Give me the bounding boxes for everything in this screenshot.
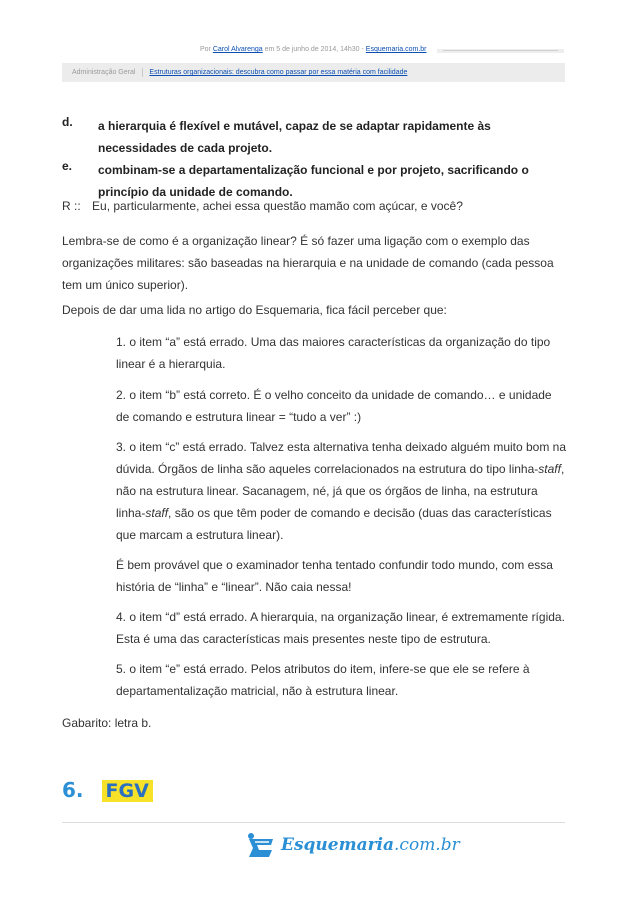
post-meta: [200, 46, 427, 53]
breadcrumb-article-link[interactable]: Estruturas organizacionais: descubra como passar por essa matéria com facilidade: [149, 69, 408, 76]
item-emphasis: staff: [538, 462, 561, 476]
site-link[interactable]: Esquemaria.com.br: [365, 46, 427, 53]
site-logo[interactable]: [245, 829, 460, 861]
option-text: combinam-se a departamentalização funcional e por projeto, sacrificando o princípio da unidade de comando.: [98, 163, 529, 199]
list-item: 1. o item “a” está errado. Uma das maiores características da organização do tipo linear é a hierarquia.: [116, 335, 551, 371]
option-letter: e.: [62, 159, 73, 173]
breadcrumb: [62, 63, 565, 82]
item-text: , não na estrutura linear. Sacanagem, né, já que os órgãos de linha, na estrutura linha-: [116, 462, 565, 520]
paragraph-2: Depois de dar uma lida no artigo do Esquemaria, fica fácil perceber que:: [62, 303, 447, 317]
meta-prefix: Por: [200, 46, 213, 53]
list-item: [116, 436, 568, 546]
logo-domain: .com.br: [394, 835, 460, 855]
logo-icon: [245, 829, 277, 861]
footer-divider: [62, 822, 565, 823]
answer-line: Gabarito: letra b.: [62, 716, 152, 730]
logo-name: Esquemaria: [281, 835, 395, 855]
list-item: 2. o item “b” está correto. É o velho conceito da unidade de comando… e unidade de comando e estrutura linear = “tudo a ver” :): [116, 388, 552, 424]
meta-date: em 5 de junho de 2014, 14h30 -: [262, 46, 366, 53]
item-text: , são os que têm poder de comando e decisão (duas das características que marcam a estrutura linear).: [116, 506, 552, 542]
response-text: Eu, particularmente, achei essa questão mamão com açúcar, e você?: [92, 199, 463, 213]
paragraph-1: Lembra-se de como é a organização linear? É só fazer uma ligação com o exemplo das organizações militares: são baseadas na hierarquia e na unidade de comando (cada pessoa tem um único superior).: [62, 234, 554, 292]
item-text: 3. o item “c” está errado. Talvez esta alternativa tenha deixado alguém muito bom na dúvida. Órgãos de linha são aqueles correlacionados na estrutura do tipo linha-: [116, 440, 567, 476]
list-item: 4. o item “d” está errado. A hierarquia, na organização linear, é extremamente rígida. Esta é uma das características mais presentes neste tipo de estrutura.: [116, 610, 565, 646]
list-item: É bem provável que o examinador tenha tentado confundir todo mundo, com essa história de “linha” e “linear”. Não caia nessa!: [116, 558, 553, 594]
breadcrumb-category[interactable]: Administração Geral: [72, 69, 136, 76]
exam-badge: FGV: [102, 780, 153, 802]
response-prefix: R ::: [62, 199, 81, 213]
author-link[interactable]: Carol Alvarenga: [212, 46, 263, 53]
section-heading: [62, 778, 153, 802]
header-divider: [437, 49, 564, 53]
option-text: a hierarquia é flexível e mutável, capaz de se adaptar rapidamente às necessidades de cada projeto.: [98, 119, 491, 155]
breadcrumb-separator: [142, 68, 143, 77]
section-number: 6.: [62, 778, 84, 802]
response-line: [62, 199, 463, 213]
list-item: 5. o item “e” está errado. Pelos atributos do item, infere-se que ele se refere à departamentalização matricial, não à estrutura linear.: [116, 662, 530, 698]
option-letter: d.: [62, 115, 73, 129]
option-e: [62, 159, 562, 203]
option-d: [62, 115, 562, 159]
item-emphasis: staff: [145, 506, 169, 520]
logo-wordmark: [281, 835, 460, 855]
